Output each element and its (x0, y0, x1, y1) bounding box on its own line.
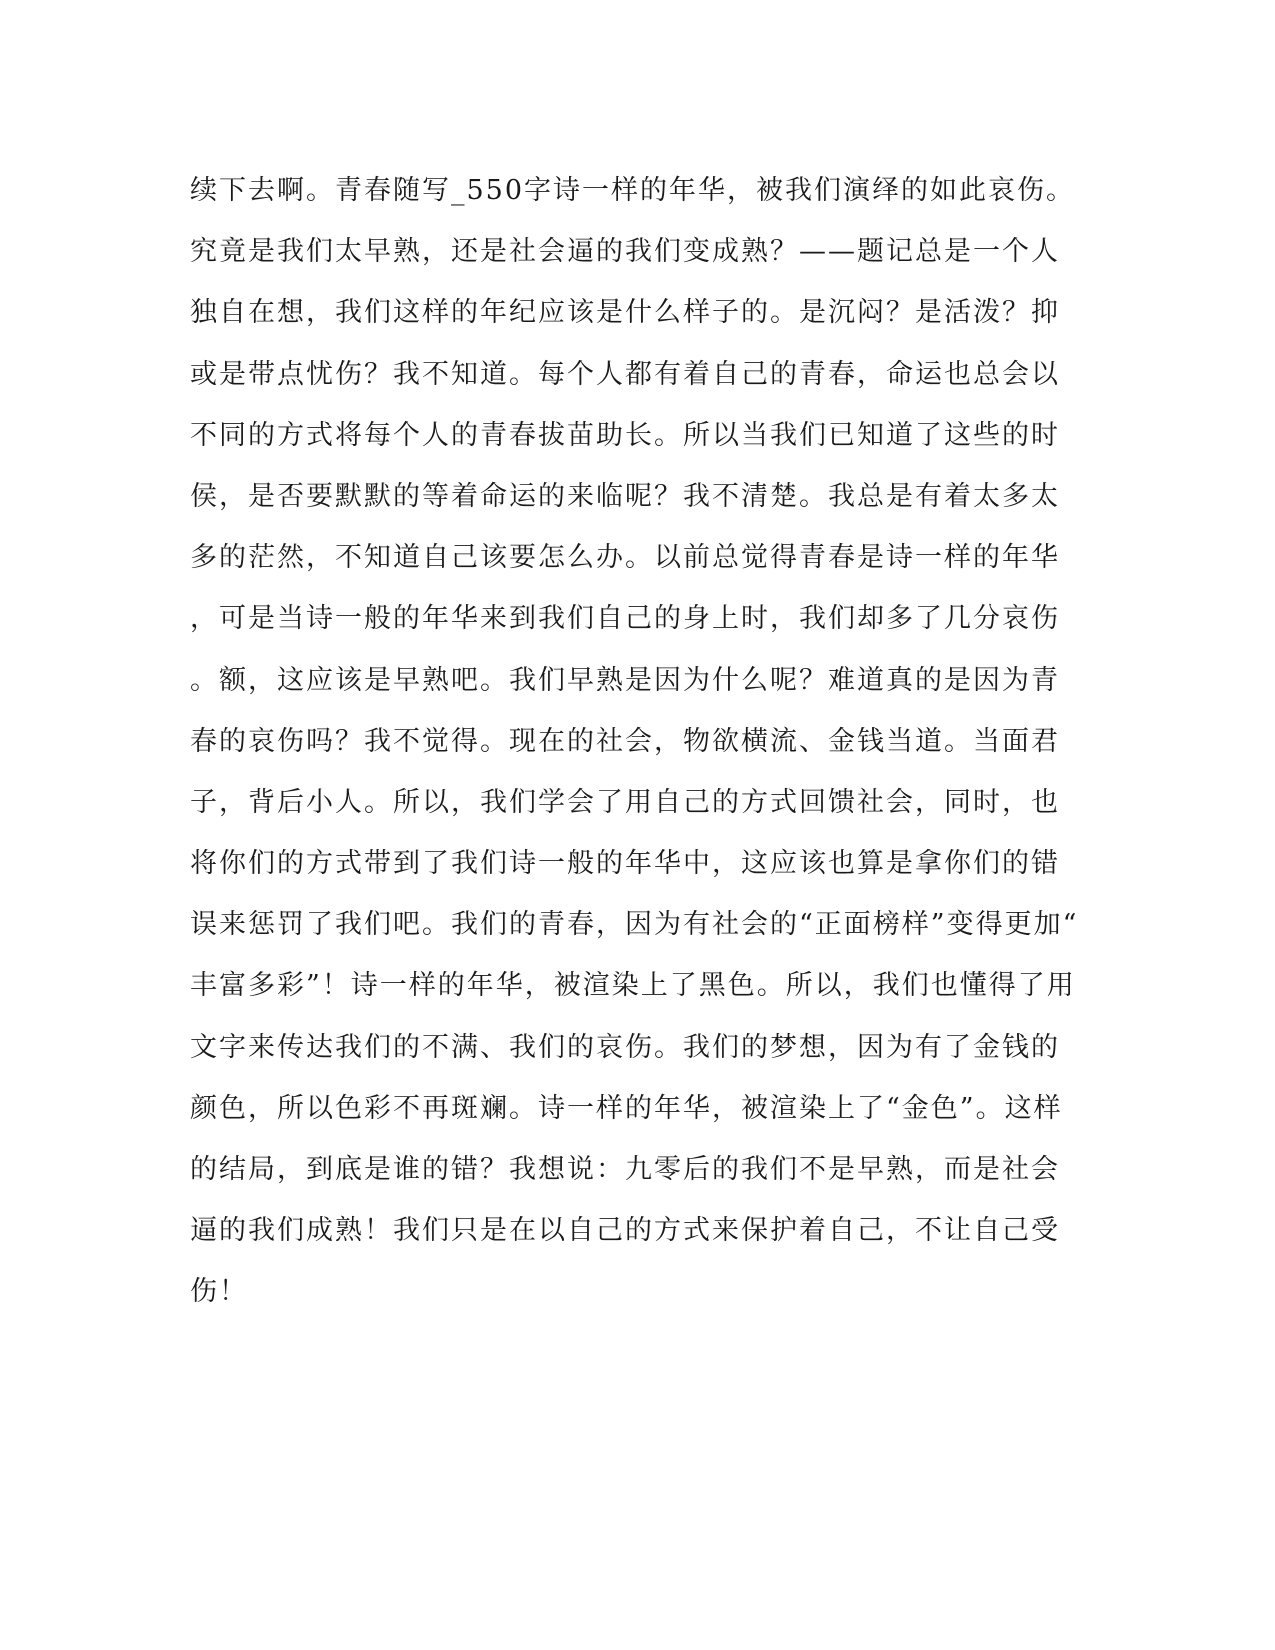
text-line: 伤！ (190, 1276, 248, 1308)
text-line: 春的哀伤吗？我不觉得。现在的社会，物欲横流、金钱当道。当面君 (190, 725, 1060, 757)
text-line: 究竟是我们太早熟，还是社会逼的我们变成熟？——题记总是一个人 (190, 236, 1060, 268)
body-text (190, 160, 1090, 1323)
text-line: 将你们的方式带到了我们诗一般的年华中，这应该也算是拿你们的错 (190, 848, 1060, 880)
text-line: 子，背后小人。所以，我们学会了用自己的方式回馈社会，同时，也 (190, 786, 1060, 818)
text-line: 或是带点忧伤？我不知道。每个人都有着自己的青春，命运也总会以 (190, 358, 1060, 390)
text-line: 。额，这应该是早熟吧。我们早熟是因为什么呢？难道真的是因为青 (190, 664, 1060, 696)
text-line: 文字来传达我们的不满、我们的哀伤。我们的梦想，因为有了金钱的 (190, 1031, 1060, 1063)
text-line: 独自在想，我们这样的年纪应该是什么样子的。是沉闷？是活泼？抑 (190, 297, 1060, 329)
text-line: 丰富多彩”！诗一样的年华，被渲染上了黑色。所以，我们也懂得了用 (190, 970, 1076, 1002)
text-line: 的结局，到底是谁的错？我想说：九零后的我们不是早熟，而是社会 (190, 1154, 1060, 1185)
text-line: 多的茫然，不知道自己该要怎么办。以前总觉得青春是诗一样的年华 (190, 542, 1060, 574)
text-line: 逼的我们成熟！我们只是在以自己的方式来保护着自己，不让自己受 (190, 1215, 1060, 1247)
text-line: 侯，是否要默默的等着命运的来临呢？我不清楚。我总是有着太多太 (190, 480, 1060, 512)
text-line: ，可是当诗一般的年华来到我们自己的身上时，我们却多了几分哀伤 (190, 603, 1060, 635)
text-line: 续下去啊。青春随写_550字诗一样的年华，被我们演绎的如此哀伤。 (190, 175, 1076, 206)
text-line: 颜色，所以色彩不再斑斓。诗一样的年华，被渲染上了“金色”。这样 (190, 1092, 1063, 1124)
text-line: 误来惩罚了我们吧。我们的青春，因为有社会的“正面榜样”变得更加“ (190, 909, 1079, 941)
text-line: 不同的方式将每个人的青春拔苗助长。所以当我们已知道了这些的时 (190, 419, 1060, 451)
